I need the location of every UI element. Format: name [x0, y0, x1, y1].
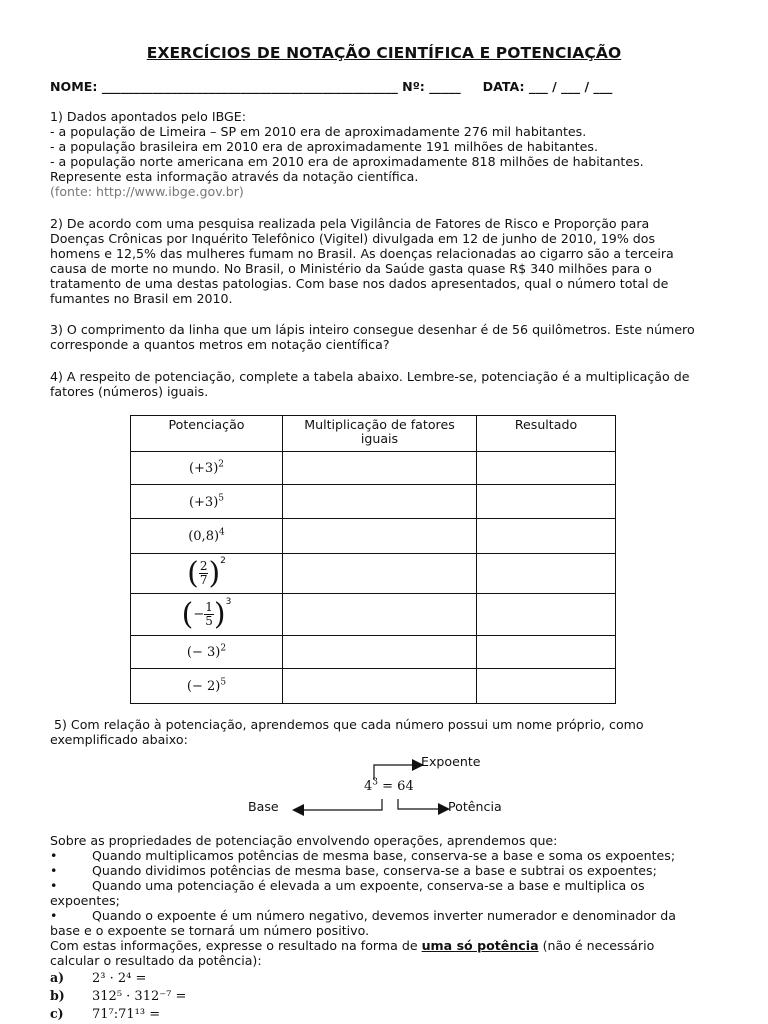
power-cell: ( $\frac{2}{7}$ )$^2$ — [131, 554, 283, 594]
power-expression — [364, 779, 414, 794]
multiplication-answer-cell[interactable] — [283, 636, 477, 669]
question-5 — [50, 717, 720, 747]
bullet-text: Quando o expoente é um número negativo, devemos inverter numerador e denominador da — [92, 908, 676, 923]
power-label: Potência — [448, 799, 502, 814]
q3-line: corresponde a quantos metros em notação científica? — [50, 337, 390, 352]
question-4 — [50, 369, 720, 399]
q2-line: Doenças Crônicas por Inquérito Telefônico (Vigitel) divulgada em 12 de junho de 2010, 19% dos — [50, 231, 656, 246]
result-answer-cell[interactable] — [477, 519, 616, 554]
power-arrow-line — [398, 799, 442, 809]
expression-base: 4 — [364, 779, 373, 794]
q4-line: fatores (números) iguais. — [50, 384, 209, 399]
power-exponent: 4 — [219, 527, 225, 538]
bullet-text: Quando multiplicamos potências de mesma base, conserva-se a base e soma os expoentes; — [92, 848, 676, 863]
potentiation-table — [130, 415, 616, 704]
bullet-text: Quando dividimos potências de mesma base, conserva-se a base e subtrai os expoentes; — [92, 863, 657, 878]
power-cell — [131, 519, 283, 554]
q4-line: 4) A respeito de potenciação, complete a tabela abaixo. Lembre-se, potenciação é a multiplicação de — [50, 369, 690, 384]
table-header-row — [131, 416, 616, 452]
multiplication-answer-cell[interactable] — [283, 594, 477, 636]
student-header — [50, 79, 730, 94]
fraction-denominator: 5 — [205, 614, 213, 628]
page-title: EXERCÍCIOS DE NOTAÇÃO CIENTÍFICA E POTENCIAÇÃO — [146, 44, 622, 62]
q1-line: - a população norte americana em 2010 era de aproximadamente 818 milhões de habitantes. — [50, 154, 644, 169]
bullet-item — [50, 863, 720, 878]
power-exponent: 2 — [220, 643, 227, 654]
expression-exponent: 3 — [372, 777, 379, 788]
power-base: (− 2) — [186, 679, 221, 694]
bullet-item — [50, 848, 720, 863]
q1-line: Represente esta informação através da notação científica. — [50, 169, 419, 184]
col-header-mult-line2: iguais — [360, 431, 399, 446]
bullet-text: Quando uma potenciação é elevada a um expoente, conserva-se a base e multiplica os — [92, 878, 645, 893]
power-cell — [131, 452, 283, 485]
q2-line: tratamento de uma destas patologias. Com base nos dados apresentados, qual o número total de — [50, 276, 669, 291]
power-exponent: 3 — [225, 597, 232, 607]
q3-line: 3) O comprimento da linha que um lápis inteiro consegue desenhar é de 56 quilômetros. Este número — [50, 322, 695, 337]
col-header-potenciacao: Potenciação — [131, 416, 283, 452]
power-cell: (− $\frac{1}{5}$ )$^3$ — [131, 594, 283, 636]
exercise-letter: b) — [50, 988, 65, 1003]
number-line: _____ — [429, 79, 461, 94]
instruction-emphasis: uma só potência — [421, 938, 539, 953]
instruction-line — [50, 938, 720, 953]
exercise-item — [50, 988, 720, 1004]
result-answer-cell[interactable] — [477, 554, 616, 594]
power-base: (+3) — [188, 461, 219, 476]
instruction-text: Com estas informações, expresse o resultado na forma de — [50, 938, 422, 953]
table-row — [131, 554, 616, 594]
result-answer-cell[interactable] — [477, 452, 616, 485]
table-row — [131, 452, 616, 485]
bullet-continuation: expoentes; — [50, 893, 120, 908]
properties-section — [50, 833, 720, 1022]
power-exponent: 2 — [218, 459, 225, 470]
fraction-denominator: 7 — [199, 573, 208, 587]
exercise-letter: a) — [50, 970, 65, 985]
power-base: (0,8) — [188, 529, 220, 544]
q5-line: 5) Com relação à potenciação, aprendemos que cada número possui um nome próprio, como — [50, 717, 644, 732]
properties-intro: Sobre as propriedades de potenciação envolvendo operações, aprendemos que: — [50, 833, 558, 848]
bullet-icon: • — [50, 848, 58, 863]
fraction-numerator: 2 — [199, 559, 208, 573]
table-row — [131, 519, 616, 554]
instruction-text: (não é necessário — [538, 938, 655, 953]
power-base: (+3) — [188, 494, 219, 510]
col-header-mult-line1: Multiplicação de fatores — [304, 417, 455, 432]
multiplication-answer-cell[interactable] — [283, 669, 477, 704]
date-label: DATA: — [482, 79, 525, 94]
bullet-icon: • — [50, 863, 58, 878]
base-arrow-head — [292, 804, 304, 816]
power-exponent: 5 — [220, 677, 227, 688]
result-answer-cell[interactable] — [477, 636, 616, 669]
multiplication-answer-cell[interactable] — [283, 554, 477, 594]
col-header-resultado: Resultado — [477, 416, 616, 452]
power-base: (− 3) — [186, 645, 221, 660]
exercise-letter: c) — [50, 1006, 64, 1021]
power-cell — [131, 485, 283, 519]
q2-line: fumantes no Brasil em 2010. — [50, 291, 233, 306]
exponent-label: Expoente — [421, 754, 481, 769]
question-3 — [50, 322, 720, 352]
q5-line: exemplificado abaixo: — [50, 732, 188, 747]
base-label: Base — [248, 799, 279, 814]
fraction-numerator: 1 — [205, 600, 213, 614]
exercise-expression: 71⁷:71¹³ = — [92, 1007, 161, 1022]
instruction-line: calcular o resultado da potência): — [50, 953, 262, 968]
table-row — [131, 594, 616, 636]
bullet-continuation: base e o expoente se tornará um número positivo. — [50, 923, 370, 938]
name-line: _______________________________________________ — [101, 79, 398, 94]
power-cell — [131, 669, 283, 704]
exercise-expression: 312⁵ · 312⁻⁷ = — [92, 989, 187, 1004]
expression-result: = 64 — [378, 779, 414, 794]
result-answer-cell[interactable] — [477, 669, 616, 704]
power-cell — [131, 636, 283, 669]
number-label: Nº: — [402, 79, 425, 94]
date-line: ___ / ___ / ___ — [528, 79, 613, 94]
exponent-arrow-line — [374, 765, 416, 780]
table-row — [131, 485, 616, 519]
power-exponent: 2 — [220, 556, 226, 566]
exercise-item — [50, 970, 720, 986]
power-naming-diagram — [240, 752, 540, 822]
result-answer-cell[interactable] — [477, 485, 616, 519]
question-2 — [50, 216, 720, 306]
multiplication-answer-cell[interactable] — [283, 452, 477, 485]
bullet-icon: • — [50, 878, 58, 893]
q2-line: causa de morte no mundo. No Brasil, o Ministério da Saúde gasta quase R$ 340 milhões para o — [50, 261, 652, 276]
fraction-sign: − — [193, 607, 205, 622]
bullet-icon: • — [50, 908, 58, 923]
q1-line: - a população brasileira em 2010 era de aproximadamente 191 milhões de habitantes. — [50, 139, 598, 154]
bullet-item — [50, 878, 720, 893]
q2-line: 2) De acordo com uma pesquisa realizada pela Vigilância de Fatores de Risco e Proporção para — [50, 216, 650, 231]
q1-source: (fonte: http://www.ibge.gov.br) — [50, 184, 244, 199]
multiplication-answer-cell[interactable] — [283, 485, 477, 519]
base-arrow-line — [300, 799, 382, 810]
q1-line: 1) Dados apontados pelo IBGE: — [50, 109, 246, 124]
bullet-item — [50, 908, 720, 923]
col-header-multiplicacao — [283, 416, 477, 452]
power-exponent: 5 — [218, 493, 225, 504]
name-label: NOME: — [50, 79, 98, 94]
q1-line: - a população de Limeira – SP em 2010 era de aproximadamente 276 mil habitantes. — [50, 124, 587, 139]
table-row — [131, 669, 616, 704]
q2-line: homens e 12,5% das mulheres fumam no Brasil. As doenças relacionadas ao cigarro são a terceira — [50, 246, 674, 261]
multiplication-answer-cell[interactable] — [283, 519, 477, 554]
exercise-expression: 2³ · 2⁴ = — [92, 971, 147, 986]
question-1 — [50, 109, 720, 199]
exercise-item — [50, 1006, 720, 1022]
result-answer-cell[interactable] — [477, 594, 616, 636]
table-row — [131, 636, 616, 669]
